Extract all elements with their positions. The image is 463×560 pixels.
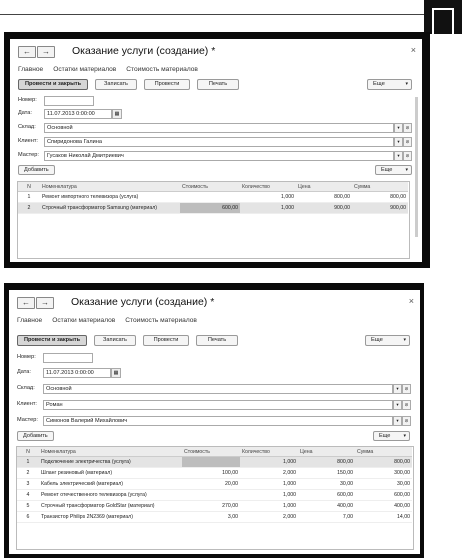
open-icon[interactable]: ⊘: [402, 384, 411, 394]
nav-buttons: [17, 297, 55, 309]
master-label: Мастер:: [17, 417, 38, 423]
cell-quantity: 2,000: [240, 512, 298, 523]
table-more-button[interactable]: [375, 165, 412, 175]
cell-n: 2: [18, 203, 40, 214]
chevron-down-icon: ▾: [403, 433, 406, 439]
calendar-icon[interactable]: ▦: [112, 109, 122, 119]
cell-sum: 14,00: [355, 512, 412, 523]
save-button[interactable]: Записать: [95, 79, 137, 90]
cell-quantity: 2,000: [240, 468, 298, 479]
warehouse-input[interactable]: Основной: [43, 384, 393, 394]
cell-cost: 270,00: [182, 501, 240, 512]
master-row: [18, 151, 416, 160]
col-header-sum[interactable]: Сумма: [355, 447, 412, 457]
close-icon[interactable]: ×: [408, 296, 414, 306]
chevron-down-icon[interactable]: ▾: [393, 384, 402, 394]
date-label: Дата:: [18, 110, 32, 116]
cell-price: 800,00: [296, 192, 352, 203]
calendar-icon[interactable]: ▦: [111, 368, 121, 378]
chevron-down-icon[interactable]: ▾: [393, 400, 402, 410]
master-row: [17, 416, 415, 425]
col-header-quantity[interactable]: Количество: [240, 182, 296, 192]
tab-main[interactable]: Главное: [17, 317, 43, 324]
table-more-button[interactable]: [373, 431, 410, 441]
cell-item: Ремонт импортного телевизора (услуга): [40, 192, 180, 203]
cell-quantity: 1,000: [240, 203, 296, 214]
chevron-down-icon[interactable]: ▾: [393, 416, 402, 426]
cell-item: Шланг резиновый (материал): [39, 468, 182, 479]
cell-n: 4: [17, 490, 39, 501]
table-more-label: Еще: [381, 167, 393, 173]
cell-quantity: 1,000: [240, 192, 296, 203]
cell-item: Транзистор Philips 2N2369 (материал): [39, 512, 182, 523]
master-label: Мастер:: [18, 152, 39, 158]
table-row[interactable]: [17, 457, 412, 468]
number-input[interactable]: [44, 96, 94, 106]
date-label: Дата:: [17, 369, 31, 375]
date-row: [17, 368, 415, 377]
cell-price: 150,00: [298, 468, 355, 479]
col-header-item[interactable]: Номенклатура: [39, 447, 182, 457]
col-header-quantity[interactable]: Количество: [240, 447, 298, 457]
cell-item: Кабель электрический (материал): [39, 479, 182, 490]
cell-item: Строчный трансформатор GoldStar (материал): [39, 501, 182, 512]
cell-item: Ремонт отечественного телевизора (услуга): [39, 490, 182, 501]
post-and-close-button[interactable]: Провести и закрыть: [17, 335, 87, 346]
chevron-down-icon[interactable]: ▾: [394, 151, 403, 161]
table-row[interactable]: [18, 192, 408, 203]
tab-material-cost[interactable]: Стоимость материалов: [126, 66, 198, 73]
cell-cost[interactable]: 600,00: [180, 203, 240, 214]
section-tabs: [17, 317, 207, 324]
cell-quantity: 1,000: [240, 457, 298, 468]
client-label: Клиент:: [17, 401, 37, 407]
back-arrow-icon[interactable]: ←: [17, 297, 35, 309]
col-header-price[interactable]: Цена: [296, 182, 352, 192]
print-button[interactable]: Печать: [196, 335, 238, 346]
cell-price: 400,00: [298, 501, 355, 512]
table-row[interactable]: [17, 479, 412, 490]
open-icon[interactable]: ⊘: [403, 123, 412, 133]
chevron-down-icon[interactable]: ▾: [394, 137, 403, 147]
cell-item: Подключение электричества (услуга): [39, 457, 182, 468]
col-header-n[interactable]: N: [18, 182, 40, 192]
nav-buttons: [18, 46, 56, 58]
forward-arrow-icon[interactable]: →: [36, 297, 54, 309]
page-corner-tab: [424, 0, 462, 34]
cell-cost: 100,00: [182, 468, 240, 479]
col-header-item[interactable]: Номенклатура: [40, 182, 180, 192]
table-header-row: [17, 447, 412, 457]
window-2-frame: [4, 283, 424, 558]
post-button[interactable]: Провести: [144, 79, 190, 90]
date-row: [18, 109, 416, 118]
close-icon[interactable]: ×: [410, 45, 416, 55]
cell-quantity: 1,000: [240, 490, 298, 501]
client-row: [18, 137, 416, 146]
open-icon[interactable]: ⊘: [402, 400, 411, 410]
number-label: Номер:: [18, 97, 37, 103]
warehouse-row: [18, 123, 416, 132]
cell-sum: 600,00: [355, 490, 412, 501]
cell-price: 800,00: [298, 457, 355, 468]
more-label: Еще: [373, 81, 385, 87]
table-row[interactable]: [17, 490, 412, 501]
number-row: [18, 96, 416, 105]
page-header-line: [0, 14, 430, 15]
cell-sum: 300,00: [355, 468, 412, 479]
chevron-down-icon[interactable]: ▾: [394, 123, 403, 133]
window-2: [9, 290, 420, 554]
more-button[interactable]: [367, 79, 412, 90]
table-row[interactable]: [17, 501, 412, 512]
cell-sum: 800,00: [352, 192, 408, 203]
items-table: [18, 182, 408, 214]
warehouse-label: Склад:: [17, 385, 35, 391]
tab-material-stock[interactable]: Остатки материалов: [52, 317, 116, 324]
number-input[interactable]: [43, 353, 93, 363]
table-row[interactable]: [17, 512, 412, 523]
command-bar: [17, 335, 245, 346]
tab-material-cost[interactable]: Стоимость материалов: [125, 317, 197, 324]
vertical-scrollbar[interactable]: [415, 97, 418, 237]
chevron-down-icon: ▾: [405, 81, 408, 87]
cell-cost: [180, 192, 240, 203]
cell-quantity: 1,000: [240, 501, 298, 512]
more-button[interactable]: [365, 335, 410, 346]
open-icon[interactable]: ⊘: [403, 151, 412, 161]
tab-material-stock[interactable]: Остатки материалов: [53, 66, 117, 73]
cell-sum: 400,00: [355, 501, 412, 512]
master-input[interactable]: Гусаков Николай Дмитриевич: [44, 151, 394, 161]
items-table: [17, 447, 412, 523]
warehouse-label: Склад:: [18, 124, 36, 130]
client-label: Клиент:: [18, 138, 38, 144]
client-input[interactable]: Спиридонова Галина: [44, 137, 394, 147]
cell-n: 3: [17, 479, 39, 490]
add-row-button[interactable]: Добавить: [18, 165, 55, 175]
chevron-down-icon: ▾: [403, 337, 406, 343]
warehouse-input[interactable]: Основной: [44, 123, 394, 133]
col-header-cost[interactable]: Стоимость: [180, 182, 240, 192]
back-arrow-icon[interactable]: ←: [18, 46, 36, 58]
client-row: [17, 400, 415, 409]
cell-cost: 20,00: [182, 479, 240, 490]
master-input[interactable]: Симонов Валерий Михайлович: [43, 416, 393, 426]
window-1-frame: [4, 32, 430, 268]
table-header-row: [18, 182, 408, 192]
client-input[interactable]: Роман: [43, 400, 393, 410]
add-row-button[interactable]: Добавить: [17, 431, 54, 441]
window-title: Оказание услуги (создание) *: [71, 296, 215, 308]
table-row[interactable]: [18, 203, 408, 214]
cell-price: 900,00: [296, 203, 352, 214]
number-label: Номер:: [17, 354, 36, 360]
tab-main[interactable]: Главное: [18, 66, 44, 73]
open-icon[interactable]: ⊘: [402, 416, 411, 426]
date-input[interactable]: 11.07.2013 0:00:00: [43, 368, 111, 378]
cell-n: 1: [17, 457, 39, 468]
cell-sum: 800,00: [355, 457, 412, 468]
cell-quantity: 1,000: [240, 479, 298, 490]
window-title: Оказание услуги (создание) *: [72, 45, 216, 57]
print-button[interactable]: Печать: [197, 79, 239, 90]
cell-price: 7,00: [298, 512, 355, 523]
warehouse-row: [17, 384, 415, 393]
chevron-down-icon: ▾: [405, 167, 408, 173]
command-bar: [18, 79, 246, 90]
cell-cost[interactable]: [182, 457, 240, 468]
cell-n: 1: [18, 192, 40, 203]
col-header-n[interactable]: N: [17, 447, 39, 457]
cell-cost: 3,00: [182, 512, 240, 523]
cell-n: 6: [17, 512, 39, 523]
cell-cost: [182, 490, 240, 501]
cell-item: Строчный трансформатор Samsung (материал): [40, 203, 180, 214]
col-header-cost[interactable]: Стоимость: [182, 447, 240, 457]
section-tabs: [18, 66, 208, 73]
table-more-label: Еще: [379, 433, 391, 439]
open-icon[interactable]: ⊘: [403, 137, 412, 147]
forward-arrow-icon[interactable]: →: [37, 46, 55, 58]
cell-n: 5: [17, 501, 39, 512]
table-row[interactable]: [17, 468, 412, 479]
post-and-close-button[interactable]: Провести и закрыть: [18, 79, 88, 90]
cell-n: 2: [17, 468, 39, 479]
cell-sum: 900,00: [352, 203, 408, 214]
window-1: [10, 39, 422, 262]
cell-price: 600,00: [298, 490, 355, 501]
cell-sum: 30,00: [355, 479, 412, 490]
col-header-sum[interactable]: Сумма: [352, 182, 408, 192]
number-row: [17, 353, 415, 362]
save-button[interactable]: Записать: [94, 335, 136, 346]
date-input[interactable]: 11.07.2013 0:00:00: [44, 109, 112, 119]
col-header-price[interactable]: Цена: [298, 447, 355, 457]
cell-price: 30,00: [298, 479, 355, 490]
more-label: Еще: [371, 337, 383, 343]
post-button[interactable]: Провести: [143, 335, 189, 346]
